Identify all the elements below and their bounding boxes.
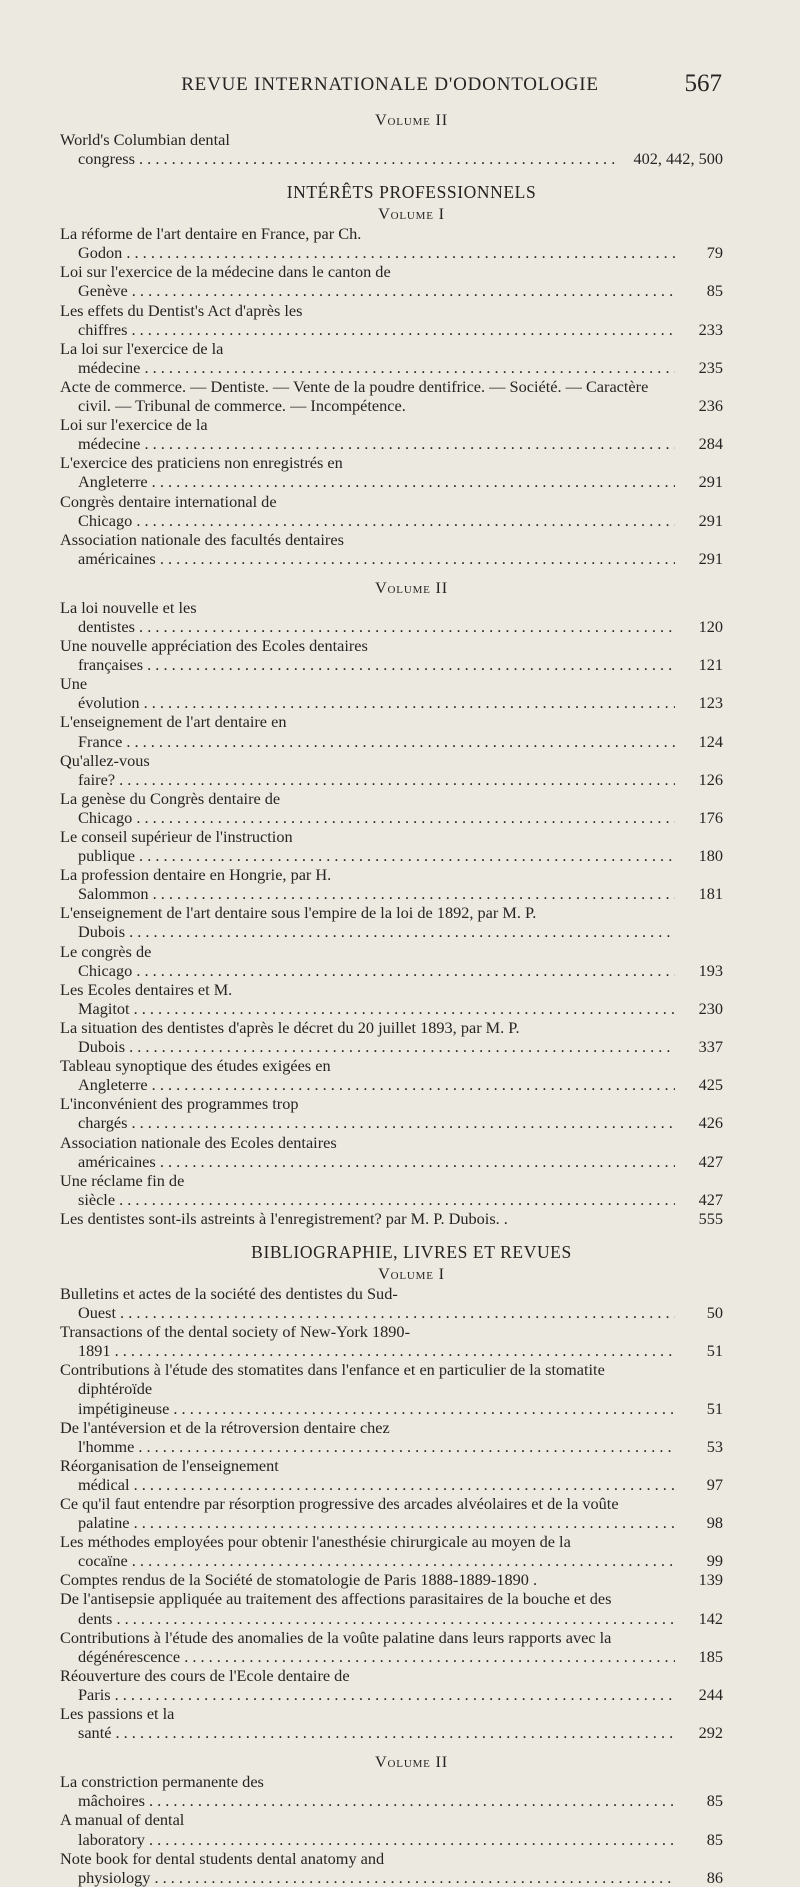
- index-entry: [60, 712, 723, 750]
- index-entry: [60, 1666, 723, 1704]
- entry-title: Une réclame fin de siècle . . .: [60, 1171, 675, 1209]
- entry-title: Le conseil supérieur de l'instruction publique . . .: [60, 827, 675, 865]
- entry-page: 123: [698, 693, 723, 713]
- entry-page: 402, 442, 500: [633, 149, 723, 169]
- index-entry: [60, 1056, 723, 1094]
- index-entry: [60, 1284, 723, 1322]
- entry-page: 53: [706, 1436, 723, 1456]
- index-entry: [60, 492, 723, 530]
- index-entry: [60, 827, 723, 865]
- entry-title: Transactions of the dental society of New-York 1890-1891 . . .: [60, 1322, 675, 1360]
- entry-page: 235: [698, 357, 723, 377]
- index-entry: [60, 1589, 723, 1627]
- index-entry: [60, 262, 723, 300]
- index-entry: [60, 674, 723, 712]
- entry-title: De l'antisepsie appliquée au traitement des affections parasitaires de la bouche et des dents . . .: [60, 1589, 675, 1627]
- index-entry: [60, 1532, 723, 1570]
- entry-title: Contributions à l'étude des anomalies de la voûte palatine dans leurs rapports avec la dégénérescence . . .: [60, 1628, 675, 1666]
- entry-page: 86: [706, 1867, 723, 1887]
- index-entry: [60, 636, 723, 674]
- entry-title: Les dentistes sont-ils astreints à l'enregistrement? par M. P. Dubois. .: [60, 1208, 508, 1228]
- entry-page: 425: [698, 1075, 723, 1095]
- entry-page: 230: [698, 998, 723, 1018]
- section-heading: INTÉRÊTS PROFESSIONNELS: [286, 182, 537, 203]
- index-entry: [60, 1456, 723, 1494]
- entry-title: Les Ecoles dentaires et M. Magitot . . .: [60, 980, 675, 1018]
- entry-title: La réforme de l'art dentaire en France, par Ch. Godon . . .: [60, 224, 675, 262]
- entry-page: 98: [706, 1513, 723, 1533]
- entry-page: 85: [706, 1791, 723, 1811]
- entry-page: 291: [698, 548, 723, 568]
- entry-title: Qu'allez-vous faire? . . .: [60, 751, 675, 789]
- entry-title: Note book for dental students dental anatomy and physiology . . .: [60, 1849, 675, 1887]
- index-entry: [60, 530, 723, 568]
- entry-page: 124: [698, 731, 723, 751]
- entry-title: L'inconvénient des programmes trop chargés . . .: [60, 1094, 675, 1132]
- entry-page: 85: [706, 281, 723, 301]
- entry-title: Les effets du Dentist's Act d'après les chiffres . . .: [60, 301, 675, 339]
- entry-title: Tableau synoptique des études exigées en Angleterre . . .: [60, 1056, 675, 1094]
- entry-page: 337: [698, 1037, 723, 1057]
- index-entry: [60, 1418, 723, 1456]
- entry-title: La genèse du Congrès dentaire de Chicago . . .: [60, 789, 675, 827]
- index-entry: [60, 1133, 723, 1171]
- index-entry: [60, 339, 723, 377]
- volume-heading: Volume II: [375, 577, 448, 597]
- entry-title: La loi sur l'exercice de la médecine . . .: [60, 339, 675, 377]
- entry-title: Les méthodes employées pour obtenir l'anesthésie chirurgicale au moyen de la cocaïne . . .: [60, 1532, 675, 1570]
- index-entry: [60, 1360, 723, 1417]
- entry-page: 292: [698, 1723, 723, 1743]
- entry-page: 233: [698, 319, 723, 339]
- entry-page: 139: [698, 1570, 723, 1590]
- volume-heading: Volume II: [375, 1752, 448, 1772]
- index-entry: [60, 903, 723, 941]
- entry-page: 284: [698, 434, 723, 454]
- entry-title: Ce qu'il faut entendre par résorption progressive des arcades alvéolaires et de la voûte palatine . . .: [60, 1494, 675, 1532]
- entry-title: Congrès dentaire international de Chicago . . .: [60, 492, 675, 530]
- index-entry: [60, 751, 723, 789]
- entry-title: Association nationale des facultés dentaires américaines . . .: [60, 530, 675, 568]
- entry-page: 99: [706, 1551, 723, 1571]
- entry-page: 555: [698, 1208, 723, 1228]
- index-entry: [60, 301, 723, 339]
- entry-title: L'enseignement de l'art dentaire en France . . .: [60, 712, 675, 750]
- section-heading: BIBLIOGRAPHIE, LIVRES ET REVUES: [251, 1241, 572, 1262]
- entry-page: 126: [698, 769, 723, 789]
- entry-title: Comptes rendus de la Société de stomatologie de Paris 1888-1889-1890 .: [60, 1570, 538, 1590]
- entry-title: Contributions à l'étude des stomatites dans l'enfance et en particulier de la stomatite diphtéroïde impétigineuse . . .: [60, 1360, 675, 1417]
- entry-page: 427: [698, 1189, 723, 1209]
- volume-heading: Volume I: [378, 204, 445, 224]
- index-entry: [60, 1628, 723, 1666]
- entry-title: Les passions et la santé . . .: [60, 1704, 675, 1742]
- index-entry: [60, 865, 723, 903]
- entry-title: La loi nouvelle et les dentistes . . .: [60, 598, 675, 636]
- entry-title: La constriction permanente des mâchoires . . .: [60, 1772, 675, 1810]
- entry-page: 193: [698, 960, 723, 980]
- entry-page: 51: [706, 1341, 723, 1361]
- entry-page: 185: [698, 1646, 723, 1666]
- index-entry: [60, 1322, 723, 1360]
- entry-page: 291: [698, 472, 723, 492]
- index-entry: [60, 1810, 723, 1848]
- index-entry: [60, 942, 723, 980]
- entry-title: Loi sur l'exercice de la médecine dans le canton de Genève . . .: [60, 262, 675, 300]
- entry-page: 85: [706, 1829, 723, 1849]
- index-entry: [60, 453, 723, 491]
- entry-title: Loi sur l'exercice de la médecine . . .: [60, 415, 675, 453]
- index-entry: [60, 1171, 723, 1209]
- entry-page: 236: [698, 396, 723, 416]
- entry-page: 120: [698, 616, 723, 636]
- entry-title: Une évolution . . .: [60, 674, 675, 712]
- index-entry: [60, 1704, 723, 1742]
- entry-page: 180: [698, 846, 723, 866]
- index-content: [60, 110, 723, 1887]
- entry-page: 142: [698, 1608, 723, 1628]
- index-entry: [60, 1772, 723, 1810]
- index-entry: [60, 1094, 723, 1132]
- entry-title: Association nationale des Ecoles dentaires américaines . . .: [60, 1133, 675, 1171]
- volume-heading: Volume II: [375, 110, 448, 129]
- index-entry: [60, 789, 723, 827]
- index-entry: [60, 598, 723, 636]
- entry-page: 97: [706, 1474, 723, 1494]
- entry-page: 50: [706, 1303, 723, 1323]
- entry-title: L'exercice des praticiens non enregistrés en Angleterre . . .: [60, 453, 675, 491]
- index-entry: [60, 130, 723, 168]
- entry-title: A manual of dental laboratory . . .: [60, 1810, 675, 1848]
- entry-page: 291: [698, 510, 723, 530]
- index-entry: [60, 415, 723, 453]
- entry-page: 79: [706, 243, 723, 263]
- entry-title: Le congrès de Chicago . . .: [60, 942, 675, 980]
- entry-page: 244: [698, 1684, 723, 1704]
- entry-page: 51: [706, 1398, 723, 1418]
- index-entry: [60, 980, 723, 1018]
- entry-title: Réorganisation de l'enseignement médical . . .: [60, 1456, 675, 1494]
- entry-title: Réouverture des cours de l'Ecole dentaire de Paris . . .: [60, 1666, 675, 1704]
- entry-page: 181: [698, 884, 723, 904]
- entry-page: 176: [698, 807, 723, 827]
- entry-page: 121: [698, 655, 723, 675]
- volume-heading: Volume I: [378, 1263, 445, 1283]
- entry-title: World's Columbian dental congress . . .: [60, 130, 617, 168]
- index-entry: [60, 1209, 723, 1228]
- entry-title: La profession dentaire en Hongrie, par H. Salommon . . .: [60, 865, 675, 903]
- entry-title: Une nouvelle appréciation des Ecoles dentaires françaises . . .: [60, 636, 675, 674]
- entry-title: La situation des dentistes d'après le décret du 20 juillet 1893, par M. P. Dubois . . .: [60, 1018, 675, 1056]
- index-entry: [60, 1570, 723, 1589]
- index-entry: [60, 1018, 723, 1056]
- index-entry: [60, 377, 723, 415]
- entry-title: Acte de commerce. — Dentiste. — Vente de la poudre dentifrice. — Société. — Caractère civil. — Tribunal de commerce. — Incompétence.: [60, 376, 649, 416]
- entry-title: Bulletins et actes de la société des dentistes du Sud-Ouest . . .: [60, 1284, 675, 1322]
- running-title: REVUE INTERNATIONALE D'ODONTOLOGIE: [181, 74, 599, 95]
- index-entry: [60, 224, 723, 262]
- page-number: 567: [684, 70, 722, 97]
- running-head: [0, 70, 800, 100]
- entry-page: 426: [698, 1113, 723, 1133]
- index-entry: [60, 1849, 723, 1887]
- entry-page: 427: [698, 1151, 723, 1171]
- entry-title: De l'antéversion et de la rétroversion dentaire chez l'homme . . .: [60, 1418, 675, 1456]
- index-entry: [60, 1494, 723, 1532]
- entry-title: L'enseignement de l'art dentaire sous l'empire de la loi de 1892, par M. P. Dubois . . .: [60, 903, 675, 941]
